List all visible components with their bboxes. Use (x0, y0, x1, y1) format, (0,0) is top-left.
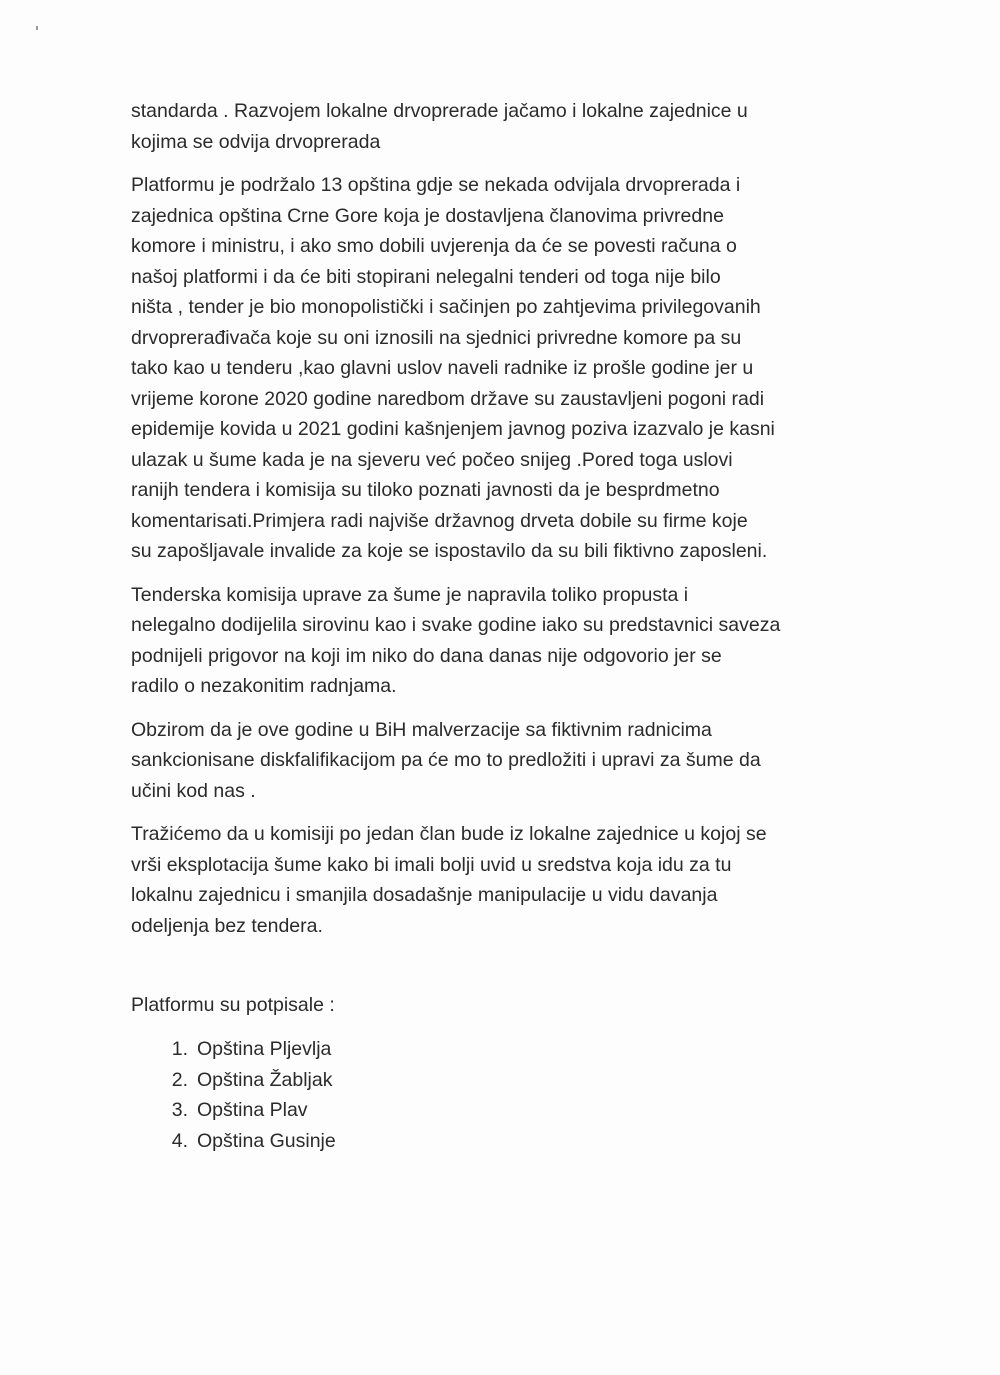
text-line: Platformu je podržalo 13 opština gdje se nekada odvijala drvoprerada i (131, 174, 741, 196)
municipality-name: Opština Žabljak (197, 1068, 333, 1091)
text-line: komore i ministru, i ako smo dobili uvjerenja da će se povesti računa o (131, 235, 737, 257)
text-line: drvoprerađivača koje su oni iznosili na sjednici privredne komore pa su (131, 326, 742, 349)
paragraph-3 (131, 580, 851, 702)
text-line: su zapošljavale invalide za koje se ispostavilo da su bili fiktivno zaposleni. (131, 540, 768, 562)
list-number: 1. (171, 1038, 188, 1060)
municipality-name: Opština Pljevlja (197, 1038, 332, 1060)
text-line: Tenderska komisija uprave za šume je napravila toliko propusta i (131, 583, 689, 606)
text-line: našoj platformi i da će biti stopirani nelegalni tenderi od toga nije bilo (131, 265, 721, 288)
paragraph-1 (131, 96, 851, 157)
text-line: tako kao u tenderu ,kao glavni uslov naveli radnike iz prošle godine jer u (131, 357, 754, 379)
paragraph-5 (131, 819, 851, 941)
text-line: zajednica opština Crne Gore koja je dostavljena članovima privredne (131, 204, 724, 227)
text-line: lokalnu zajednicu i smanjila dosadašnje manipulacije u vidu davanja (131, 884, 718, 906)
text-line: nelegalno dodijelila sirovinu kao i svake godine iako su predstavnici saveza (131, 614, 781, 636)
list-number: 4. (171, 1129, 188, 1152)
text-line: ulazak u šume kada je na sjeveru već počeo snijeg .Pored toga uslovi (131, 448, 733, 471)
text-line: odeljenja bez tendera. (131, 914, 323, 937)
paragraph-2 (131, 170, 851, 567)
signatories-list (131, 1034, 336, 1156)
list-item (131, 1034, 336, 1065)
text-line: standarda . Razvojem lokalne drvoprerade jačamo i lokalne zajednice u (131, 100, 748, 122)
text-line: učini kod nas . (131, 779, 256, 802)
list-item (131, 1095, 336, 1126)
text-line: ništa , tender je bio monopolistički i sačinjen po zahtjevima privilegovanih (131, 296, 761, 318)
list-number: 2. (171, 1068, 188, 1091)
document-body (131, 96, 851, 954)
list-item (131, 1126, 336, 1157)
text-line: epidemije kovida u 2021 godini kašnjenjem javnog poziva izazvalo je kasni (131, 418, 775, 440)
text-line: komentarisati.Primjera radi najviše državnog drveta dobile su firme koje (131, 509, 748, 532)
text-line: radilo o nezakonitim radnjama. (131, 675, 397, 697)
text-line: vrši eksplotacija šume kako bi imali bolji uvid u sredstva koja idu za tu (131, 853, 732, 876)
text-line: vrijeme korone 2020 godine naredbom države su zaustavljeni pogoni radi (131, 387, 765, 410)
text-line: Obzirom da je ove godine u BiH malverzacije sa fiktivnim radnicima (131, 718, 712, 741)
scan-mark (36, 26, 38, 30)
text-line: kojima se odvija drvoprerada (131, 130, 381, 153)
text-line: Tražićemo da u komisiji po jedan član bude iz lokalne zajednice u kojoj se (131, 823, 767, 845)
municipality-name: Opština Plav (197, 1099, 308, 1121)
signatories-heading: Platformu su potpisale : (131, 994, 335, 1016)
list-item (131, 1065, 336, 1096)
municipality-name: Opština Gusinje (197, 1129, 336, 1152)
paragraph-4 (131, 715, 851, 807)
text-line: sankcionisane diskfalifikacijom pa će mo to predložiti i upravi za šume da (131, 749, 761, 771)
text-line: podnijeli prigovor na koji im niko do dana danas nije odgovorio jer se (131, 644, 722, 667)
list-number: 3. (171, 1099, 188, 1121)
text-line: ranijh tendera i komisija su tiloko poznati javnosti da je besprdmetno (131, 479, 720, 501)
